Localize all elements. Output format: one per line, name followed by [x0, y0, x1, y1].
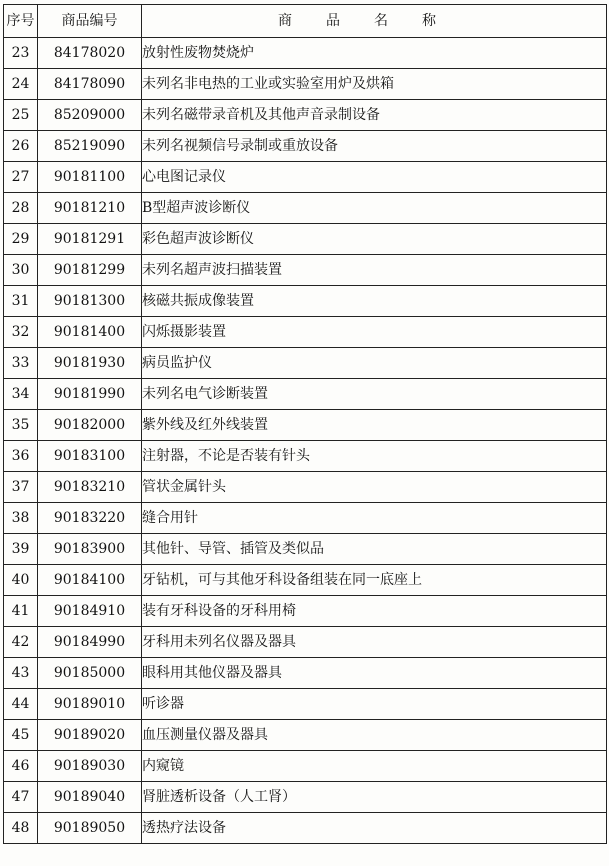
cell-product-name: 听诊器: [142, 689, 607, 720]
cell-product-name: 未列名电气诊断装置: [142, 379, 607, 410]
cell-product-code: 90189020: [38, 720, 142, 751]
cell-product-name: 其他针、导管、插管及类似品: [142, 534, 607, 565]
table-row: [4, 379, 607, 410]
cell-product-code: 90189030: [38, 751, 142, 782]
header-product-code: 商品编号: [38, 5, 142, 38]
cell-product-code: 90184910: [38, 596, 142, 627]
cell-product-code: 90181300: [38, 286, 142, 317]
cell-serial-number: 37: [4, 472, 38, 503]
cell-product-name: 透热疗法设备: [142, 813, 607, 844]
cell-product-code: 90183900: [38, 534, 142, 565]
cell-serial-number: 30: [4, 255, 38, 286]
table-row: [4, 813, 607, 844]
cell-product-name: 核磁共振成像装置: [142, 286, 607, 317]
cell-product-name: 病员监护仪: [142, 348, 607, 379]
table-row: [4, 503, 607, 534]
cell-product-code: 90184990: [38, 627, 142, 658]
table-row: [4, 441, 607, 472]
table-row: [4, 286, 607, 317]
cell-product-code: 84178090: [38, 69, 142, 100]
cell-product-name: 放射性废物焚烧炉: [142, 38, 607, 69]
cell-product-code: 90189040: [38, 782, 142, 813]
table-row: [4, 162, 607, 193]
cell-product-name: B型超声波诊断仪: [142, 193, 607, 224]
cell-product-code: 90181291: [38, 224, 142, 255]
cell-product-code: 84178020: [38, 38, 142, 69]
table-row: [4, 596, 607, 627]
cell-product-name: 眼科用其他仪器及器具: [142, 658, 607, 689]
cell-product-code: 90189050: [38, 813, 142, 844]
table-row: [4, 255, 607, 286]
cell-product-code: 90183220: [38, 503, 142, 534]
cell-serial-number: 47: [4, 782, 38, 813]
table-row: [4, 565, 607, 596]
table-row: [4, 100, 607, 131]
cell-product-code: 90183210: [38, 472, 142, 503]
cell-serial-number: 23: [4, 38, 38, 69]
table-body: [4, 38, 607, 844]
cell-serial-number: 41: [4, 596, 38, 627]
table-row: [4, 689, 607, 720]
cell-product-name: 注射器，不论是否装有针头: [142, 441, 607, 472]
cell-serial-number: 36: [4, 441, 38, 472]
cell-serial-number: 24: [4, 69, 38, 100]
cell-product-code: 90185000: [38, 658, 142, 689]
cell-product-name: 未列名视频信号录制或重放设备: [142, 131, 607, 162]
table-row: [4, 69, 607, 100]
goods-table: [3, 4, 607, 844]
cell-serial-number: 44: [4, 689, 38, 720]
cell-product-name: 牙钻机，可与其他牙科设备组装在同一底座上: [142, 565, 607, 596]
cell-serial-number: 26: [4, 131, 38, 162]
cell-product-name: 彩色超声波诊断仪: [142, 224, 607, 255]
cell-product-code: 90181990: [38, 379, 142, 410]
table-row: [4, 348, 607, 379]
cell-serial-number: 31: [4, 286, 38, 317]
cell-serial-number: 42: [4, 627, 38, 658]
table-row: [4, 720, 607, 751]
table-row: [4, 317, 607, 348]
cell-product-name: 血压测量仪器及器具: [142, 720, 607, 751]
cell-serial-number: 40: [4, 565, 38, 596]
table-row: [4, 38, 607, 69]
cell-product-name: 内窥镜: [142, 751, 607, 782]
cell-serial-number: 32: [4, 317, 38, 348]
cell-serial-number: 38: [4, 503, 38, 534]
cell-serial-number: 27: [4, 162, 38, 193]
table-header-row: [4, 5, 607, 38]
cell-product-name: 牙科用未列名仪器及器具: [142, 627, 607, 658]
cell-product-code: 90181930: [38, 348, 142, 379]
cell-product-code: 90183100: [38, 441, 142, 472]
cell-serial-number: 43: [4, 658, 38, 689]
cell-serial-number: 39: [4, 534, 38, 565]
cell-product-name: 未列名非电热的工业或实验室用炉及烘箱: [142, 69, 607, 100]
cell-product-code: 90181210: [38, 193, 142, 224]
cell-product-name: 未列名磁带录音机及其他声音录制设备: [142, 100, 607, 131]
cell-product-code: 90182000: [38, 410, 142, 441]
cell-serial-number: 29: [4, 224, 38, 255]
table-row: [4, 658, 607, 689]
cell-product-name: 未列名超声波扫描装置: [142, 255, 607, 286]
cell-serial-number: 25: [4, 100, 38, 131]
table-row: [4, 751, 607, 782]
cell-product-name: 肾脏透析设备（人工肾）: [142, 782, 607, 813]
cell-serial-number: 34: [4, 379, 38, 410]
cell-serial-number: 48: [4, 813, 38, 844]
cell-product-code: 85219090: [38, 131, 142, 162]
cell-serial-number: 45: [4, 720, 38, 751]
cell-product-name: 缝合用针: [142, 503, 607, 534]
table-row: [4, 627, 607, 658]
cell-product-name: 闪烁摄影装置: [142, 317, 607, 348]
cell-serial-number: 46: [4, 751, 38, 782]
cell-product-code: 85209000: [38, 100, 142, 131]
cell-product-name: 管状金属针头: [142, 472, 607, 503]
cell-product-name: 紫外线及红外线装置: [142, 410, 607, 441]
header-serial-number: 序号: [4, 5, 38, 38]
cell-product-code: 90184100: [38, 565, 142, 596]
table-row: [4, 224, 607, 255]
cell-product-name: 心电图记录仪: [142, 162, 607, 193]
cell-product-code: 90181299: [38, 255, 142, 286]
cell-serial-number: 35: [4, 410, 38, 441]
cell-product-code: 90189010: [38, 689, 142, 720]
cell-product-code: 90181100: [38, 162, 142, 193]
cell-product-name: 装有牙科设备的牙科用椅: [142, 596, 607, 627]
table-row: [4, 534, 607, 565]
table-row: [4, 472, 607, 503]
table-row: [4, 131, 607, 162]
table-row: [4, 410, 607, 441]
cell-serial-number: 28: [4, 193, 38, 224]
table-row: [4, 193, 607, 224]
cell-product-code: 90181400: [38, 317, 142, 348]
table-row: [4, 782, 607, 813]
header-product-name: 商品名称: [142, 5, 607, 38]
cell-serial-number: 33: [4, 348, 38, 379]
